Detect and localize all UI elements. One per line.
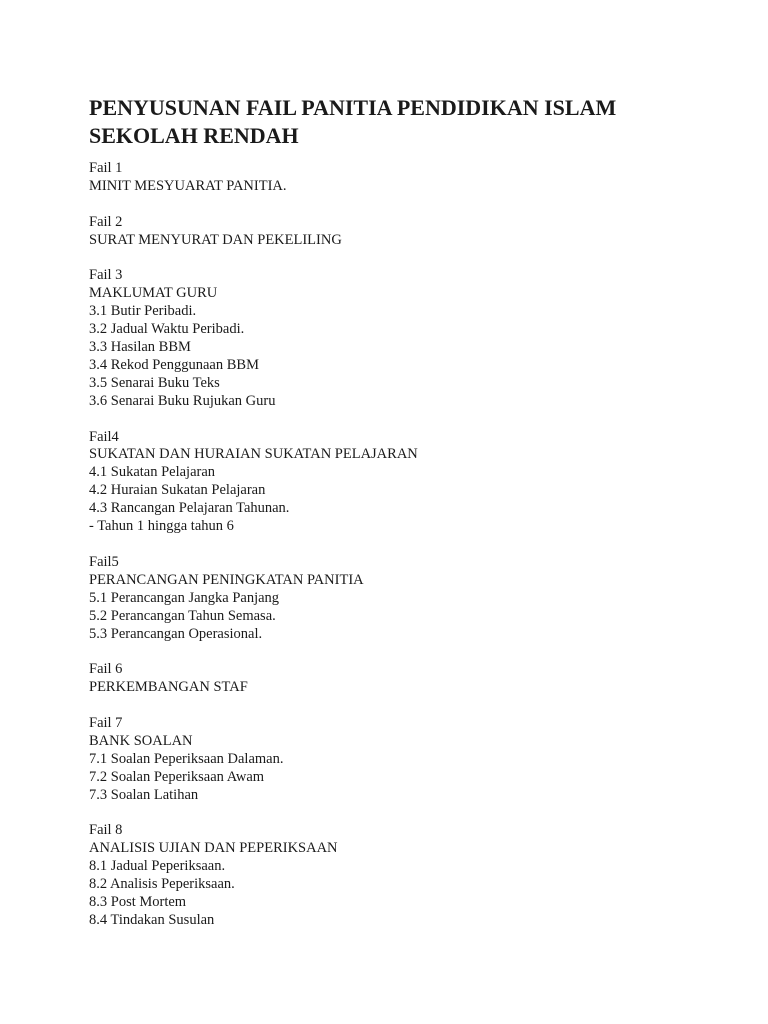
file-block [89, 160, 729, 196]
file-item: 4.3 Rancangan Pelajaran Tahunan. [89, 500, 290, 517]
file-heading: ANALISIS UJIAN DAN PEPERIKSAAN [89, 840, 338, 857]
file-heading: SURAT MENYURAT DAN PEKELILING [89, 231, 342, 248]
file-label: Fail 6 [89, 661, 123, 678]
file-item: 5.1 Perancangan Jangka Panjang [89, 589, 280, 606]
file-heading: MINIT MESYUARAT PANITIA. [89, 177, 287, 194]
document-page [89, 94, 729, 948]
file-block [89, 715, 729, 805]
file-item: - Tahun 1 hingga tahun 6 [89, 518, 234, 535]
file-label: Fail5 [89, 553, 119, 570]
file-label: Fail 2 [89, 213, 123, 230]
file-label: Fail 3 [89, 267, 123, 284]
file-item: 8.2 Analisis Peperiksaan. [89, 876, 235, 893]
title-line-2: SEKOLAH RENDAH [89, 123, 299, 148]
file-item: 3.6 Senarai Buku Rujukan Guru [89, 392, 276, 409]
file-heading: BANK SOALAN [89, 732, 193, 749]
file-item: 4.2 Huraian Sukatan Pelajaran [89, 482, 266, 499]
file-label: Fail4 [89, 428, 119, 445]
file-item: 5.2 Perancangan Tahun Semasa. [89, 607, 276, 624]
file-item: 8.1 Jadual Peperiksaan. [89, 858, 226, 875]
file-block [89, 554, 729, 644]
file-item: 3.2 Jadual Waktu Peribadi. [89, 321, 245, 338]
file-heading: PERANCANGAN PENINGKATAN PANITIA [89, 571, 364, 588]
file-item: 3.1 Butir Peribadi. [89, 303, 197, 320]
file-block [89, 214, 729, 250]
file-list [89, 160, 729, 930]
document-title [89, 94, 729, 150]
file-item: 7.3 Soalan Latihan [89, 786, 199, 803]
file-heading: MAKLUMAT GURU [89, 285, 218, 302]
title-line-1: PENYUSUNAN FAIL PANITIA PENDIDIKAN ISLAM [89, 95, 617, 120]
file-block [89, 822, 729, 929]
file-item: 8.4 Tindakan Susulan [89, 911, 215, 928]
file-block [89, 661, 729, 697]
file-heading: SUKATAN DAN HURAIAN SUKATAN PELAJARAN [89, 446, 418, 463]
file-label: Fail 7 [89, 715, 123, 731]
file-block [89, 267, 729, 410]
file-item: 5.3 Perancangan Operasional. [89, 625, 263, 642]
file-item: 3.4 Rekod Penggunaan BBM [89, 356, 259, 373]
file-item: 7.1 Soalan Peperiksaan Dalaman. [89, 750, 284, 767]
file-heading: PERKEMBANGAN STAF [89, 679, 248, 696]
file-item: 4.1 Sukatan Pelajaran [89, 464, 216, 481]
file-item: 8.3 Post Mortem [89, 894, 187, 911]
file-item: 7.2 Soalan Peperiksaan Awam [89, 768, 265, 785]
file-item: 3.5 Senarai Buku Teks [89, 374, 220, 391]
file-block [89, 429, 729, 536]
file-item: 3.3 Hasilan BBM [89, 339, 191, 356]
file-label: Fail 8 [89, 822, 123, 839]
file-label: Fail 1 [89, 160, 123, 176]
